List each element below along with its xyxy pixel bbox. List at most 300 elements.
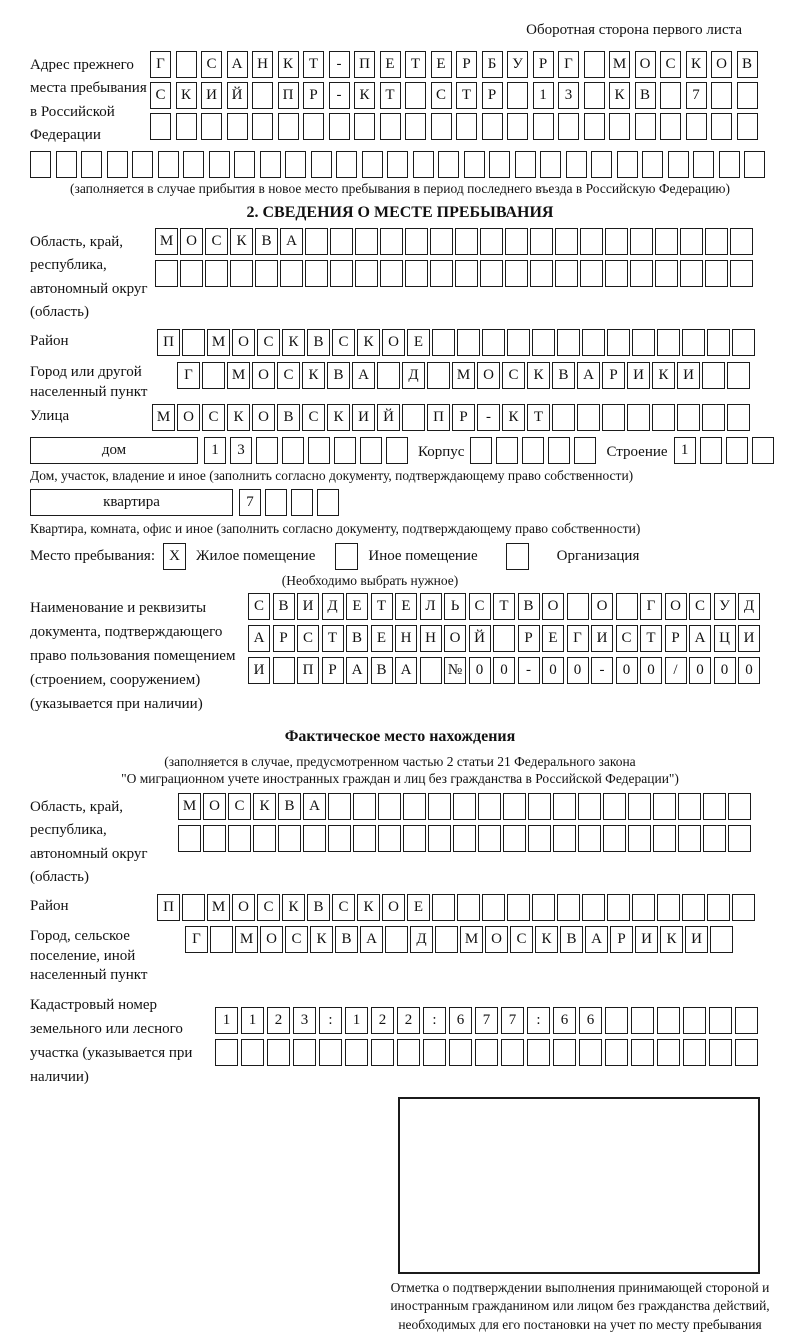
char-cell[interactable] — [427, 362, 450, 389]
char-cell[interactable]: В — [307, 894, 330, 921]
char-cell[interactable]: Е — [346, 593, 368, 620]
char-cell[interactable]: И — [635, 926, 658, 953]
char-cell[interactable] — [711, 113, 732, 140]
char-cell[interactable] — [56, 151, 77, 178]
other-premises-checkbox[interactable] — [335, 543, 358, 570]
char-cell[interactable] — [632, 329, 655, 356]
char-cell[interactable] — [371, 1039, 394, 1066]
char-cell[interactable] — [533, 113, 554, 140]
char-cell[interactable] — [735, 1039, 758, 1066]
char-cell[interactable] — [107, 151, 128, 178]
char-cell[interactable] — [630, 260, 653, 287]
char-cell[interactable]: 1 — [204, 437, 226, 464]
char-cell[interactable] — [227, 113, 248, 140]
char-cell[interactable]: К — [652, 362, 675, 389]
char-cell[interactable]: С — [285, 926, 308, 953]
char-cell[interactable] — [566, 151, 587, 178]
char-cell[interactable] — [413, 151, 434, 178]
char-cell[interactable] — [355, 228, 378, 255]
char-cell[interactable] — [528, 793, 551, 820]
char-cell[interactable] — [267, 1039, 290, 1066]
char-cell[interactable] — [273, 657, 295, 684]
char-cell[interactable] — [449, 1039, 472, 1066]
char-cell[interactable] — [553, 1039, 576, 1066]
char-cell[interactable]: О — [382, 329, 405, 356]
char-cell[interactable]: Ь — [444, 593, 466, 620]
char-cell[interactable]: С — [431, 82, 452, 109]
char-cell[interactable]: 1 — [241, 1007, 264, 1034]
char-cell[interactable]: С — [257, 894, 280, 921]
char-cell[interactable]: М — [460, 926, 483, 953]
char-cell[interactable]: Г — [640, 593, 662, 620]
char-cell[interactable]: № — [444, 657, 466, 684]
char-cell[interactable]: М — [155, 228, 178, 255]
char-cell[interactable]: В — [560, 926, 583, 953]
char-cell[interactable] — [475, 1039, 498, 1066]
char-cell[interactable] — [693, 151, 714, 178]
char-cell[interactable] — [291, 489, 313, 516]
char-cell[interactable] — [178, 825, 201, 852]
char-cell[interactable]: 7 — [686, 82, 707, 109]
char-cell[interactable]: Р — [518, 625, 540, 652]
char-cell[interactable] — [630, 228, 653, 255]
char-cell[interactable]: Р — [456, 51, 477, 78]
char-cell[interactable]: С — [510, 926, 533, 953]
char-cell[interactable] — [330, 228, 353, 255]
char-cell[interactable]: Г — [177, 362, 200, 389]
char-cell[interactable]: В — [327, 362, 350, 389]
char-cell[interactable]: Т — [322, 625, 344, 652]
char-cell[interactable] — [660, 82, 681, 109]
char-cell[interactable] — [709, 1039, 732, 1066]
char-cell[interactable] — [707, 894, 730, 921]
char-cell[interactable] — [202, 362, 225, 389]
char-cell[interactable] — [303, 113, 324, 140]
char-cell[interactable]: С — [228, 793, 251, 820]
char-cell[interactable] — [703, 825, 726, 852]
char-cell[interactable]: Н — [252, 51, 273, 78]
char-cell[interactable]: М — [152, 404, 175, 431]
char-cell[interactable] — [707, 329, 730, 356]
char-cell[interactable]: Й — [227, 82, 248, 109]
char-cell[interactable]: О — [591, 593, 613, 620]
char-cell[interactable] — [435, 926, 458, 953]
char-cell[interactable] — [552, 404, 575, 431]
char-cell[interactable]: К — [310, 926, 333, 953]
char-cell[interactable] — [403, 793, 426, 820]
char-cell[interactable] — [702, 404, 725, 431]
char-cell[interactable]: М — [207, 329, 230, 356]
char-cell[interactable] — [405, 228, 428, 255]
char-cell[interactable] — [628, 825, 651, 852]
char-cell[interactable]: С — [332, 894, 355, 921]
char-cell[interactable]: С — [332, 329, 355, 356]
char-cell[interactable] — [256, 437, 278, 464]
char-cell[interactable]: О — [232, 894, 255, 921]
char-cell[interactable] — [278, 825, 301, 852]
char-cell[interactable] — [657, 1007, 680, 1034]
char-cell[interactable] — [336, 151, 357, 178]
char-cell[interactable]: П — [297, 657, 319, 684]
char-cell[interactable] — [234, 151, 255, 178]
char-cell[interactable] — [558, 113, 579, 140]
char-cell[interactable]: 2 — [397, 1007, 420, 1034]
char-cell[interactable]: К — [230, 228, 253, 255]
char-cell[interactable] — [420, 657, 442, 684]
char-cell[interactable]: Б — [482, 51, 503, 78]
char-cell[interactable]: 0 — [714, 657, 736, 684]
char-cell[interactable]: В — [737, 51, 758, 78]
char-cell[interactable] — [380, 113, 401, 140]
char-cell[interactable] — [81, 151, 102, 178]
char-cell[interactable] — [353, 825, 376, 852]
char-cell[interactable] — [582, 894, 605, 921]
char-cell[interactable] — [150, 113, 171, 140]
char-cell[interactable]: В — [278, 793, 301, 820]
char-cell[interactable] — [578, 825, 601, 852]
char-cell[interactable] — [657, 329, 680, 356]
char-cell[interactable] — [453, 793, 476, 820]
char-cell[interactable]: Р — [452, 404, 475, 431]
char-cell[interactable]: И — [591, 625, 613, 652]
char-cell[interactable]: - — [329, 82, 350, 109]
char-cell[interactable] — [205, 260, 228, 287]
char-cell[interactable]: С — [297, 625, 319, 652]
char-cell[interactable] — [505, 228, 528, 255]
char-cell[interactable] — [730, 260, 753, 287]
char-cell[interactable] — [405, 260, 428, 287]
char-cell[interactable]: О — [485, 926, 508, 953]
char-cell[interactable]: П — [157, 329, 180, 356]
char-cell[interactable]: Т — [493, 593, 515, 620]
char-cell[interactable]: 1 — [345, 1007, 368, 1034]
char-cell[interactable] — [528, 825, 551, 852]
char-cell[interactable] — [632, 894, 655, 921]
char-cell[interactable] — [584, 113, 605, 140]
char-cell[interactable] — [230, 260, 253, 287]
char-cell[interactable]: Т — [527, 404, 550, 431]
char-cell[interactable]: К — [176, 82, 197, 109]
char-cell[interactable] — [703, 793, 726, 820]
char-cell[interactable]: А — [280, 228, 303, 255]
char-cell[interactable]: 0 — [567, 657, 589, 684]
char-cell[interactable] — [282, 437, 304, 464]
char-cell[interactable] — [265, 489, 287, 516]
char-cell[interactable] — [732, 329, 755, 356]
char-cell[interactable] — [397, 1039, 420, 1066]
char-cell[interactable] — [548, 437, 570, 464]
char-cell[interactable] — [180, 260, 203, 287]
char-cell[interactable] — [680, 228, 703, 255]
char-cell[interactable] — [329, 113, 350, 140]
char-cell[interactable] — [470, 437, 492, 464]
char-cell[interactable] — [705, 228, 728, 255]
char-cell[interactable]: Д — [410, 926, 433, 953]
char-cell[interactable]: Ц — [714, 625, 736, 652]
char-cell[interactable] — [605, 1007, 628, 1034]
char-cell[interactable] — [182, 329, 205, 356]
char-cell[interactable]: 3 — [293, 1007, 316, 1034]
char-cell[interactable] — [278, 113, 299, 140]
char-cell[interactable]: Т — [380, 82, 401, 109]
char-cell[interactable]: Т — [405, 51, 426, 78]
char-cell[interactable] — [432, 894, 455, 921]
char-cell[interactable]: Е — [407, 894, 430, 921]
char-cell[interactable] — [328, 825, 351, 852]
char-cell[interactable] — [493, 625, 515, 652]
char-cell[interactable] — [540, 151, 561, 178]
char-cell[interactable] — [631, 1007, 654, 1034]
char-cell[interactable]: Д — [738, 593, 760, 620]
char-cell[interactable]: К — [282, 894, 305, 921]
char-cell[interactable]: И — [248, 657, 270, 684]
char-cell[interactable] — [603, 793, 626, 820]
char-cell[interactable]: 7 — [501, 1007, 524, 1034]
char-cell[interactable] — [628, 793, 651, 820]
char-cell[interactable]: Е — [380, 51, 401, 78]
char-cell[interactable] — [305, 260, 328, 287]
organization-checkbox[interactable] — [506, 543, 529, 570]
char-cell[interactable] — [303, 825, 326, 852]
char-cell[interactable]: О — [444, 625, 466, 652]
char-cell[interactable] — [577, 404, 600, 431]
char-cell[interactable] — [657, 1039, 680, 1066]
char-cell[interactable]: Т — [303, 51, 324, 78]
char-cell[interactable] — [482, 894, 505, 921]
char-cell[interactable]: Р — [665, 625, 687, 652]
char-cell[interactable] — [567, 593, 589, 620]
char-cell[interactable] — [432, 329, 455, 356]
char-cell[interactable]: Е — [371, 625, 393, 652]
char-cell[interactable]: Й — [377, 404, 400, 431]
char-cell[interactable] — [334, 437, 356, 464]
char-cell[interactable] — [30, 151, 51, 178]
char-cell[interactable]: К — [302, 362, 325, 389]
char-cell[interactable] — [507, 113, 528, 140]
char-cell[interactable]: / — [665, 657, 687, 684]
char-cell[interactable]: И — [297, 593, 319, 620]
char-cell[interactable]: Е — [395, 593, 417, 620]
char-cell[interactable] — [501, 1039, 524, 1066]
char-cell[interactable]: И — [201, 82, 222, 109]
char-cell[interactable] — [555, 260, 578, 287]
char-cell[interactable]: Т — [456, 82, 477, 109]
char-cell[interactable] — [455, 260, 478, 287]
char-cell[interactable]: С — [205, 228, 228, 255]
char-cell[interactable]: В — [552, 362, 575, 389]
char-cell[interactable]: К — [327, 404, 350, 431]
char-cell[interactable] — [677, 404, 700, 431]
char-cell[interactable] — [457, 329, 480, 356]
char-cell[interactable] — [655, 260, 678, 287]
char-cell[interactable] — [617, 151, 638, 178]
char-cell[interactable] — [428, 825, 451, 852]
char-cell[interactable] — [607, 329, 630, 356]
house-box[interactable]: дом — [30, 437, 198, 464]
char-cell[interactable]: 6 — [579, 1007, 602, 1034]
char-cell[interactable]: В — [277, 404, 300, 431]
char-cell[interactable] — [705, 260, 728, 287]
char-cell[interactable]: : — [423, 1007, 446, 1034]
char-cell[interactable] — [580, 228, 603, 255]
char-cell[interactable] — [402, 404, 425, 431]
char-cell[interactable] — [728, 793, 751, 820]
char-cell[interactable] — [709, 1007, 732, 1034]
char-cell[interactable] — [607, 894, 630, 921]
char-cell[interactable] — [378, 825, 401, 852]
char-cell[interactable]: О — [252, 362, 275, 389]
char-cell[interactable]: В — [346, 625, 368, 652]
char-cell[interactable]: 6 — [449, 1007, 472, 1034]
char-cell[interactable]: - — [591, 657, 613, 684]
char-cell[interactable] — [387, 151, 408, 178]
char-cell[interactable] — [380, 260, 403, 287]
char-cell[interactable]: Г — [185, 926, 208, 953]
char-cell[interactable]: Д — [402, 362, 425, 389]
char-cell[interactable]: М — [178, 793, 201, 820]
char-cell[interactable] — [438, 151, 459, 178]
char-cell[interactable] — [719, 151, 740, 178]
char-cell[interactable]: Е — [431, 51, 452, 78]
char-cell[interactable] — [530, 228, 553, 255]
char-cell[interactable] — [478, 825, 501, 852]
char-cell[interactable] — [737, 82, 758, 109]
char-cell[interactable] — [652, 404, 675, 431]
char-cell[interactable]: О — [177, 404, 200, 431]
char-cell[interactable] — [522, 437, 544, 464]
char-cell[interactable] — [377, 362, 400, 389]
char-cell[interactable] — [428, 793, 451, 820]
char-cell[interactable]: В — [335, 926, 358, 953]
char-cell[interactable] — [430, 228, 453, 255]
char-cell[interactable]: О — [711, 51, 732, 78]
char-cell[interactable] — [158, 151, 179, 178]
char-cell[interactable]: К — [278, 51, 299, 78]
char-cell[interactable]: М — [609, 51, 630, 78]
char-cell[interactable] — [591, 151, 612, 178]
char-cell[interactable] — [682, 894, 705, 921]
char-cell[interactable] — [155, 260, 178, 287]
char-cell[interactable] — [730, 228, 753, 255]
char-cell[interactable]: А — [689, 625, 711, 652]
char-cell[interactable] — [456, 113, 477, 140]
char-cell[interactable]: Е — [542, 625, 564, 652]
char-cell[interactable]: М — [207, 894, 230, 921]
char-cell[interactable] — [431, 113, 452, 140]
char-cell[interactable] — [515, 151, 536, 178]
char-cell[interactable] — [605, 1039, 628, 1066]
char-cell[interactable]: К — [357, 894, 380, 921]
char-cell[interactable] — [735, 1007, 758, 1034]
char-cell[interactable] — [255, 260, 278, 287]
char-cell[interactable] — [553, 825, 576, 852]
char-cell[interactable] — [210, 926, 233, 953]
char-cell[interactable]: О — [382, 894, 405, 921]
char-cell[interactable]: Т — [640, 625, 662, 652]
char-cell[interactable]: В — [518, 593, 540, 620]
char-cell[interactable]: В — [255, 228, 278, 255]
char-cell[interactable] — [686, 113, 707, 140]
char-cell[interactable] — [737, 113, 758, 140]
char-cell[interactable] — [430, 260, 453, 287]
char-cell[interactable] — [228, 825, 251, 852]
char-cell[interactable] — [132, 151, 153, 178]
char-cell[interactable]: О — [203, 793, 226, 820]
char-cell[interactable] — [480, 228, 503, 255]
char-cell[interactable] — [252, 82, 273, 109]
char-cell[interactable]: О — [542, 593, 564, 620]
char-cell[interactable]: С — [150, 82, 171, 109]
char-cell[interactable]: - — [329, 51, 350, 78]
char-cell[interactable]: 2 — [371, 1007, 394, 1034]
char-cell[interactable] — [727, 362, 750, 389]
residential-checkbox[interactable]: X — [163, 543, 186, 570]
char-cell[interactable]: 0 — [640, 657, 662, 684]
char-cell[interactable]: С — [616, 625, 638, 652]
char-cell[interactable]: П — [427, 404, 450, 431]
char-cell[interactable]: Н — [395, 625, 417, 652]
char-cell[interactable] — [386, 437, 408, 464]
char-cell[interactable]: Р — [482, 82, 503, 109]
char-cell[interactable] — [678, 825, 701, 852]
char-cell[interactable] — [710, 926, 733, 953]
char-cell[interactable] — [308, 437, 330, 464]
char-cell[interactable] — [478, 793, 501, 820]
char-cell[interactable]: М — [227, 362, 250, 389]
char-cell[interactable] — [489, 151, 510, 178]
char-cell[interactable]: С — [201, 51, 222, 78]
char-cell[interactable]: С — [469, 593, 491, 620]
char-cell[interactable] — [726, 437, 748, 464]
char-cell[interactable] — [253, 825, 276, 852]
char-cell[interactable] — [482, 113, 503, 140]
char-cell[interactable]: О — [477, 362, 500, 389]
char-cell[interactable] — [627, 404, 650, 431]
char-cell[interactable]: Т — [371, 593, 393, 620]
char-cell[interactable]: К — [502, 404, 525, 431]
char-cell[interactable]: П — [354, 51, 375, 78]
char-cell[interactable]: К — [227, 404, 250, 431]
char-cell[interactable] — [260, 151, 281, 178]
char-cell[interactable] — [182, 894, 205, 921]
char-cell[interactable] — [605, 260, 628, 287]
char-cell[interactable] — [215, 1039, 238, 1066]
char-cell[interactable] — [727, 404, 750, 431]
char-cell[interactable] — [683, 1007, 706, 1034]
char-cell[interactable]: О — [635, 51, 656, 78]
char-cell[interactable] — [423, 1039, 446, 1066]
char-cell[interactable]: 6 — [553, 1007, 576, 1034]
char-cell[interactable]: С — [689, 593, 711, 620]
char-cell[interactable]: Н — [420, 625, 442, 652]
char-cell[interactable]: И — [627, 362, 650, 389]
char-cell[interactable]: 1 — [215, 1007, 238, 1034]
char-cell[interactable] — [293, 1039, 316, 1066]
char-cell[interactable]: 3 — [230, 437, 252, 464]
char-cell[interactable]: К — [354, 82, 375, 109]
char-cell[interactable] — [354, 113, 375, 140]
char-cell[interactable]: 2 — [267, 1007, 290, 1034]
char-cell[interactable]: К — [357, 329, 380, 356]
char-cell[interactable]: О — [665, 593, 687, 620]
char-cell[interactable]: С — [257, 329, 280, 356]
char-cell[interactable] — [642, 151, 663, 178]
char-cell[interactable]: К — [527, 362, 550, 389]
char-cell[interactable]: И — [685, 926, 708, 953]
char-cell[interactable]: К — [253, 793, 276, 820]
char-cell[interactable] — [457, 894, 480, 921]
char-cell[interactable] — [680, 260, 703, 287]
